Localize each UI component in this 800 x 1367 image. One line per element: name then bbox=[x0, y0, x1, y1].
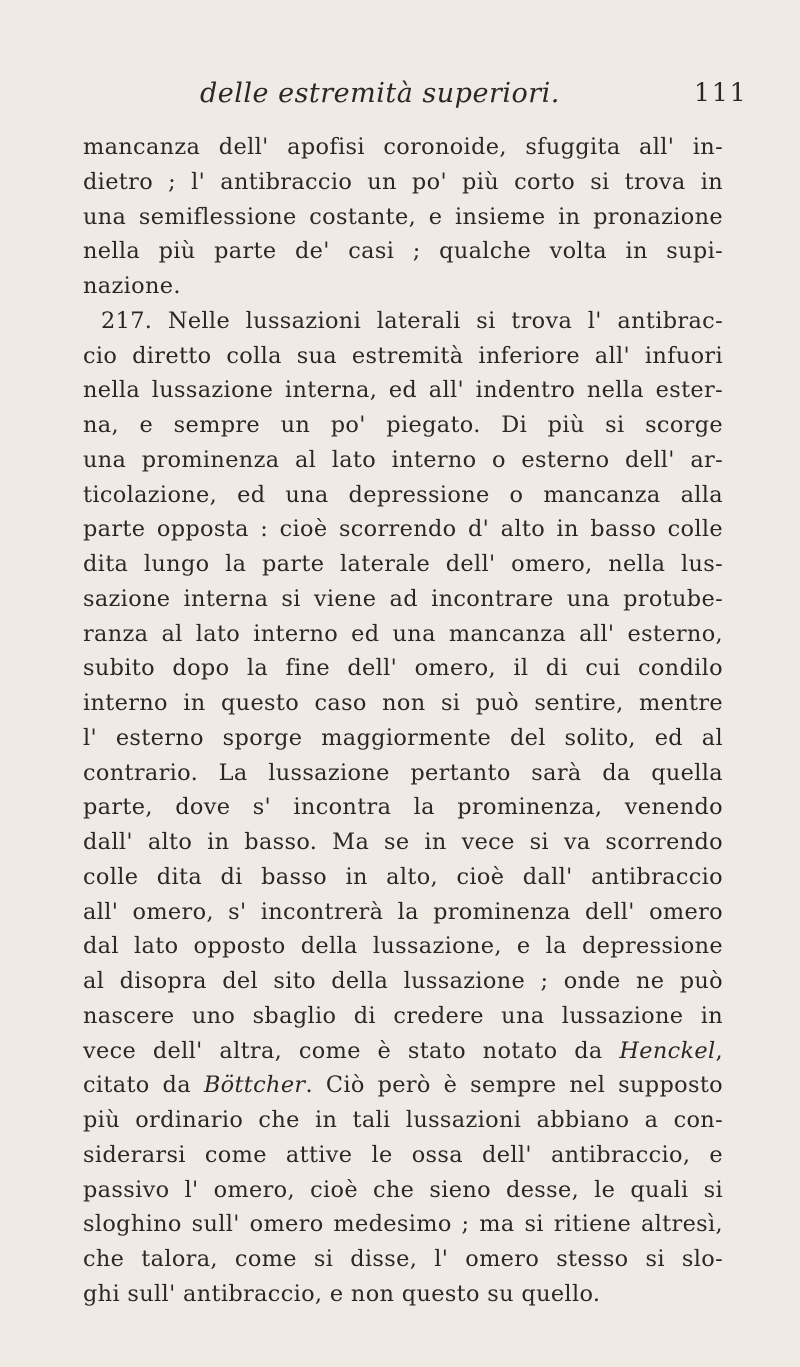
text-line: ghi sull' antibraccio, e non questo su quello. bbox=[83, 1280, 601, 1307]
text-line: cio diretto colla sua estremità inferiore all' infuori bbox=[83, 342, 723, 369]
text-line: nascere uno sbaglio di credere una lussazione in bbox=[83, 1002, 723, 1029]
text-line: nazione. bbox=[83, 273, 181, 299]
text-line: colle dita di basso in alto, cioè dall' antibraccio bbox=[83, 863, 723, 890]
text-line-with-citation bbox=[83, 1034, 723, 1069]
text-segment: citato da bbox=[83, 1072, 191, 1099]
text-line: dietro ; l' antibraccio un po' più corto si trova in bbox=[83, 168, 723, 195]
text-line: sloghino sull' omero medesimo ; ma si ritiene altresì, bbox=[83, 1211, 723, 1238]
text-line-with-citation bbox=[83, 1068, 723, 1103]
page-number: 111 bbox=[694, 78, 748, 107]
text-line: l' esterno sporge maggiormente del solito, ed al bbox=[83, 724, 723, 751]
text-segment: . Ciò però è sempre nel supposto bbox=[305, 1072, 723, 1099]
text-line: una prominenza al lato interno o esterno dell' ar- bbox=[83, 446, 723, 473]
text-line: subito dopo la fine dell' omero, il di cui condilo bbox=[83, 655, 723, 682]
text-line: sazione interna si viene ad incontrare una protube- bbox=[83, 585, 723, 612]
author-name-bottcher: Böttcher bbox=[203, 1072, 306, 1099]
text-line: contrario. La lussazione pertanto sarà da quella bbox=[83, 759, 723, 786]
text-line: parte opposta : cioè scorrendo d' alto in basso colle bbox=[83, 516, 723, 543]
text-line: nella lussazione interna, ed all' indentro nella ester- bbox=[83, 377, 723, 404]
text-line: siderarsi come attive le ossa dell' antibraccio, e bbox=[83, 1141, 723, 1168]
running-title: delle estremità superiori. bbox=[200, 78, 560, 109]
text-line: che talora, come si disse, l' omero stesso si slo- bbox=[83, 1246, 723, 1272]
text-line: dall' alto in basso. Ma se in vece si va scorrendo bbox=[83, 829, 723, 855]
text-line: al disopra del sito della lussazione ; onde ne può bbox=[83, 968, 723, 994]
text-line: all' omero, s' incontrerà la prominenza dell' omero bbox=[83, 898, 723, 925]
text-line: na, e sempre un po' piegato. Di più si scorge bbox=[83, 412, 723, 438]
text-line: più ordinario che in tali lussazioni abbiano a con- bbox=[83, 1107, 723, 1133]
text-line: interno in questo caso non si può sentire, mentre bbox=[83, 690, 723, 716]
running-head bbox=[0, 78, 800, 114]
text-line: passivo l' omero, cioè che sieno desse, le quali si bbox=[83, 1176, 723, 1203]
text-line: dal lato opposto della lussazione, e la depressione bbox=[83, 933, 723, 960]
text-line: ranza al lato interno ed una mancanza all' esterno, bbox=[83, 620, 723, 647]
text-line: mancanza dell' apofisi coronoide, sfuggita all' in- bbox=[83, 134, 723, 160]
body-text bbox=[83, 130, 723, 1312]
author-name-henckel: Henckel bbox=[619, 1037, 716, 1064]
text-line: parte, dove s' incontra la prominenza, venendo bbox=[83, 794, 723, 821]
text-segment: , bbox=[715, 1037, 723, 1064]
text-line: dita lungo la parte laterale dell' omero, nella lus- bbox=[83, 551, 723, 577]
text-line: ticolazione, ed una depressione o mancanza alla bbox=[83, 481, 723, 508]
text-line: una semiflessione costante, e insieme in pronazione bbox=[83, 203, 723, 230]
text-line: nella più parte de' casi ; qualche volta in supi- bbox=[83, 238, 723, 265]
paragraph-start-line: 217. Nelle lussazioni laterali si trova l' antibrac- bbox=[101, 307, 723, 334]
text-segment: vece dell' altra, come è stato notato da bbox=[83, 1037, 603, 1064]
